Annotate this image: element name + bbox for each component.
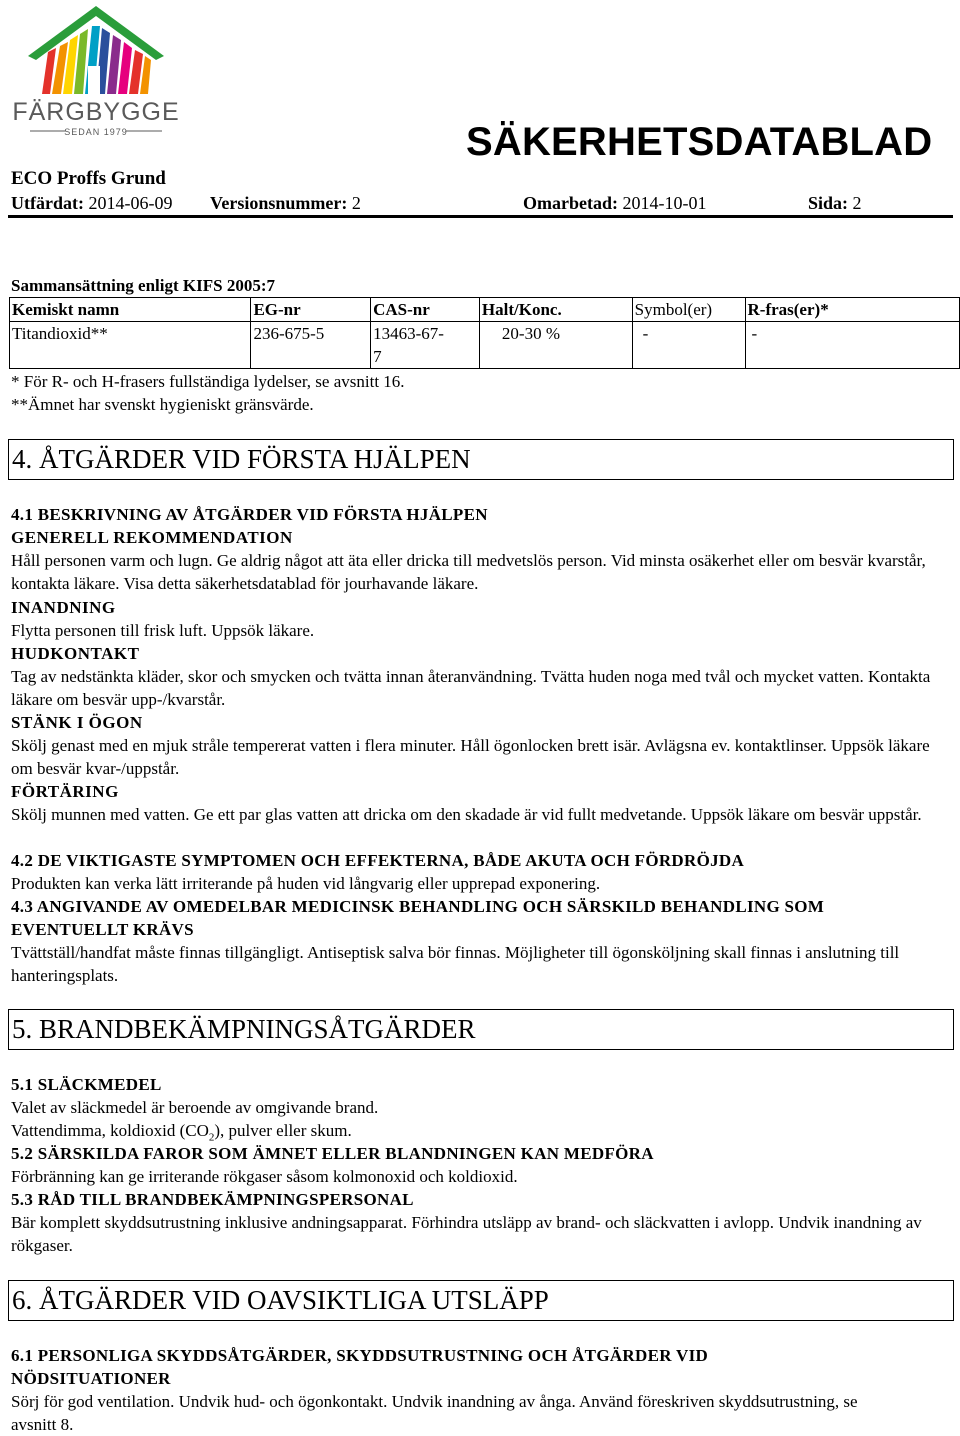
cell-r-phrase: - bbox=[745, 322, 959, 369]
general-recommendation-text: Håll personen varm och lugn. Ge aldrig något att äta eller dricka till medvetslös person. Vid minsta osäkerhet eller om besvär kvarstår, kontakta läkare. Visa detta säkerhetsdatablad för jourhavande läkare. bbox=[11, 551, 926, 593]
version-label: Versionsnummer: bbox=[210, 193, 348, 213]
version-value: 2 bbox=[351, 193, 361, 213]
section-6-heading: 6. ÅTGÄRDER VID OAVSIKTLIGA UTSLÄPP bbox=[8, 1280, 954, 1321]
subsection-4-2-title: 4.2 DE VIKTIGASTE SYMPTOMEN OCH EFFEKTERNA, BÅDE AKUTA OCH FÖRDRÖJDA bbox=[11, 851, 745, 870]
table-header-cell: R-fras(er)* bbox=[745, 298, 959, 322]
table-header-cell: Symbol(er) bbox=[632, 298, 745, 322]
section-4-heading: 4. ÅTGÄRDER VID FÖRSTA HJÄLPEN bbox=[8, 439, 954, 480]
house-logo-graphic bbox=[10, 4, 182, 144]
subsection-4-2-text: Produkten kan verka lätt irriterande på huden vid långvarig eller upprepad exponering. bbox=[11, 874, 601, 893]
product-name: ECO Proffs Grund bbox=[11, 168, 166, 189]
composition-table bbox=[9, 297, 960, 369]
ingestion-text: Skölj munnen med vatten. Ge ett par glas vatten att dricka om den skadade är vid fullt medvetande. Uppsök läkare om besvär uppstår. bbox=[11, 805, 922, 824]
subsection-5-2-text: Förbränning kan ge irriterande rökgaser såsom kolmonoxid och koldioxid. bbox=[11, 1167, 518, 1186]
table-header-cell: EG-nr bbox=[251, 298, 371, 322]
cell-eg-nr: 236-675-5 bbox=[251, 322, 371, 369]
page-label: Sida: bbox=[808, 193, 849, 213]
cell-concentration: 20-30 % bbox=[479, 322, 632, 369]
issued-date bbox=[11, 191, 172, 215]
subsection-5-3-title: 5.3 RÅD TILL BRANDBEKÄMPNINGSPERSONAL bbox=[11, 1190, 414, 1209]
issued-label: Utfärdat: bbox=[11, 193, 84, 213]
co2-subscript: 2 bbox=[208, 1131, 215, 1144]
document-title: SÄKERHETSDATABLAD bbox=[466, 120, 933, 164]
suitable-media-part-2: ), pulver eller skum. bbox=[214, 1121, 352, 1140]
subsection-5-1-title: 5.1 SLÄCKMEDEL bbox=[11, 1075, 162, 1094]
table-header-row bbox=[10, 298, 960, 322]
composition-title: Sammansättning enligt KIFS 2005:7 bbox=[11, 276, 275, 295]
revised-label: Omarbetad: bbox=[523, 193, 618, 213]
revised-date bbox=[523, 191, 706, 215]
inhalation-text: Flytta personen till frisk luft. Uppsök läkare. bbox=[11, 621, 315, 640]
footnote-phrases: * För R- och H-frasers fullständiga lydelser, se avsnitt 16. bbox=[11, 372, 405, 391]
suitable-media-part-1: Vattendimma, koldioxid (CO bbox=[11, 1121, 209, 1140]
cas-line-2: 7 bbox=[373, 347, 382, 366]
cas-line-1: 13463-67- bbox=[373, 324, 444, 343]
skin-contact-title: HUDKONTAKT bbox=[11, 644, 140, 663]
cell-chemical-name: Titandioxid** bbox=[10, 322, 251, 369]
subsection-4-3-text: Tvättställ/handfat måste finnas tillgängligt. Antiseptisk salva bör finnas. Möjligheter till ögonsköljning skall finnas i anslutning till hanteringsplats. bbox=[11, 943, 900, 985]
page-number bbox=[808, 191, 862, 215]
subsection-6-1-title: 6.1 PERSONLIGA SKYDDSÅTGÄRDER, SKYDDSUTRUSTNING OCH ÅTGÄRDER VID NÖDSITUATIONER bbox=[11, 1346, 709, 1388]
revised-value: 2014-10-01 bbox=[622, 193, 707, 213]
subsection-4-1-title: 4.1 BESKRIVNING AV ÅTGÄRDER VID FÖRSTA HJÄLPEN bbox=[11, 505, 488, 524]
header-divider bbox=[8, 215, 953, 218]
subsection-6-1-text: Sörj för god ventilation. Undvik hud- och ögonkontakt. Undvik inandning av ånga. Använd föreskriven skyddsutrustning, se avsnitt 8. bbox=[11, 1392, 858, 1434]
eye-contact-text: Skölj genast med en mjuk stråle tempererat vatten i flera minuter. Håll ögonlocken brett isär. Avlägsna ev. kontaktlinser. Uppsök läkare om besvär kvar-/uppstår. bbox=[11, 736, 930, 778]
general-recommendation-title: GENERELL REKOMMENDATION bbox=[11, 528, 293, 547]
table-header-cell: Kemiskt namn bbox=[10, 298, 251, 322]
cell-cas-nr bbox=[371, 322, 480, 369]
inhalation-title: INANDNING bbox=[11, 598, 116, 617]
skin-contact-text: Tag av nedstänkta kläder, skor och smycken och tvätta innan återanvändning. Tvätta huden noga med tvål och mycket vatten. Kontakta läkare om besvär upp-/kvarstår. bbox=[11, 667, 931, 709]
logo-since-text: SEDAN 1979 bbox=[64, 127, 128, 137]
issued-value: 2014-06-09 bbox=[88, 193, 173, 213]
version-number bbox=[210, 191, 361, 215]
extinguishing-media-text: Valet av släckmedel är beroende av omgivande brand. bbox=[11, 1098, 379, 1117]
section-5-heading: 5. BRANDBEKÄMPNINGSÅTGÄRDER bbox=[8, 1009, 954, 1050]
subsection-5-2-title: 5.2 SÄRSKILDA FAROR SOM ÄMNET ELLER BLANDNINGEN KAN MEDFÖRA bbox=[11, 1144, 654, 1163]
subsection-4-3-title: 4.3 ANGIVANDE AV OMEDELBAR MEDICINSK BEHANDLING OCH SÄRSKILD BEHANDLING SOM EVENTUELLT KRÄVS bbox=[11, 897, 825, 939]
table-row bbox=[10, 322, 960, 369]
footnote-exposure-limit: **Ämnet har svenskt hygieniskt gränsvärde. bbox=[11, 395, 314, 414]
ingestion-title: FÖRTÄRING bbox=[11, 782, 119, 801]
logo-brand-text: FÄRGBYGGE bbox=[12, 98, 180, 126]
subsection-5-3-text: Bär komplett skyddsutrustning inklusive andningsapparat. Förhindra utsläpp av brand- och släckvatten i avlopp. Undvik inandning av rökgaser. bbox=[11, 1213, 922, 1255]
suitable-media-text bbox=[11, 1119, 946, 1142]
table-header-cell: Halt/Konc. bbox=[479, 298, 632, 322]
table-header-cell: CAS-nr bbox=[371, 298, 480, 322]
page-value: 2 bbox=[852, 193, 862, 213]
eye-contact-title: STÄNK I ÖGON bbox=[11, 713, 143, 732]
cell-symbol: - bbox=[632, 322, 745, 369]
company-logo bbox=[10, 4, 182, 144]
